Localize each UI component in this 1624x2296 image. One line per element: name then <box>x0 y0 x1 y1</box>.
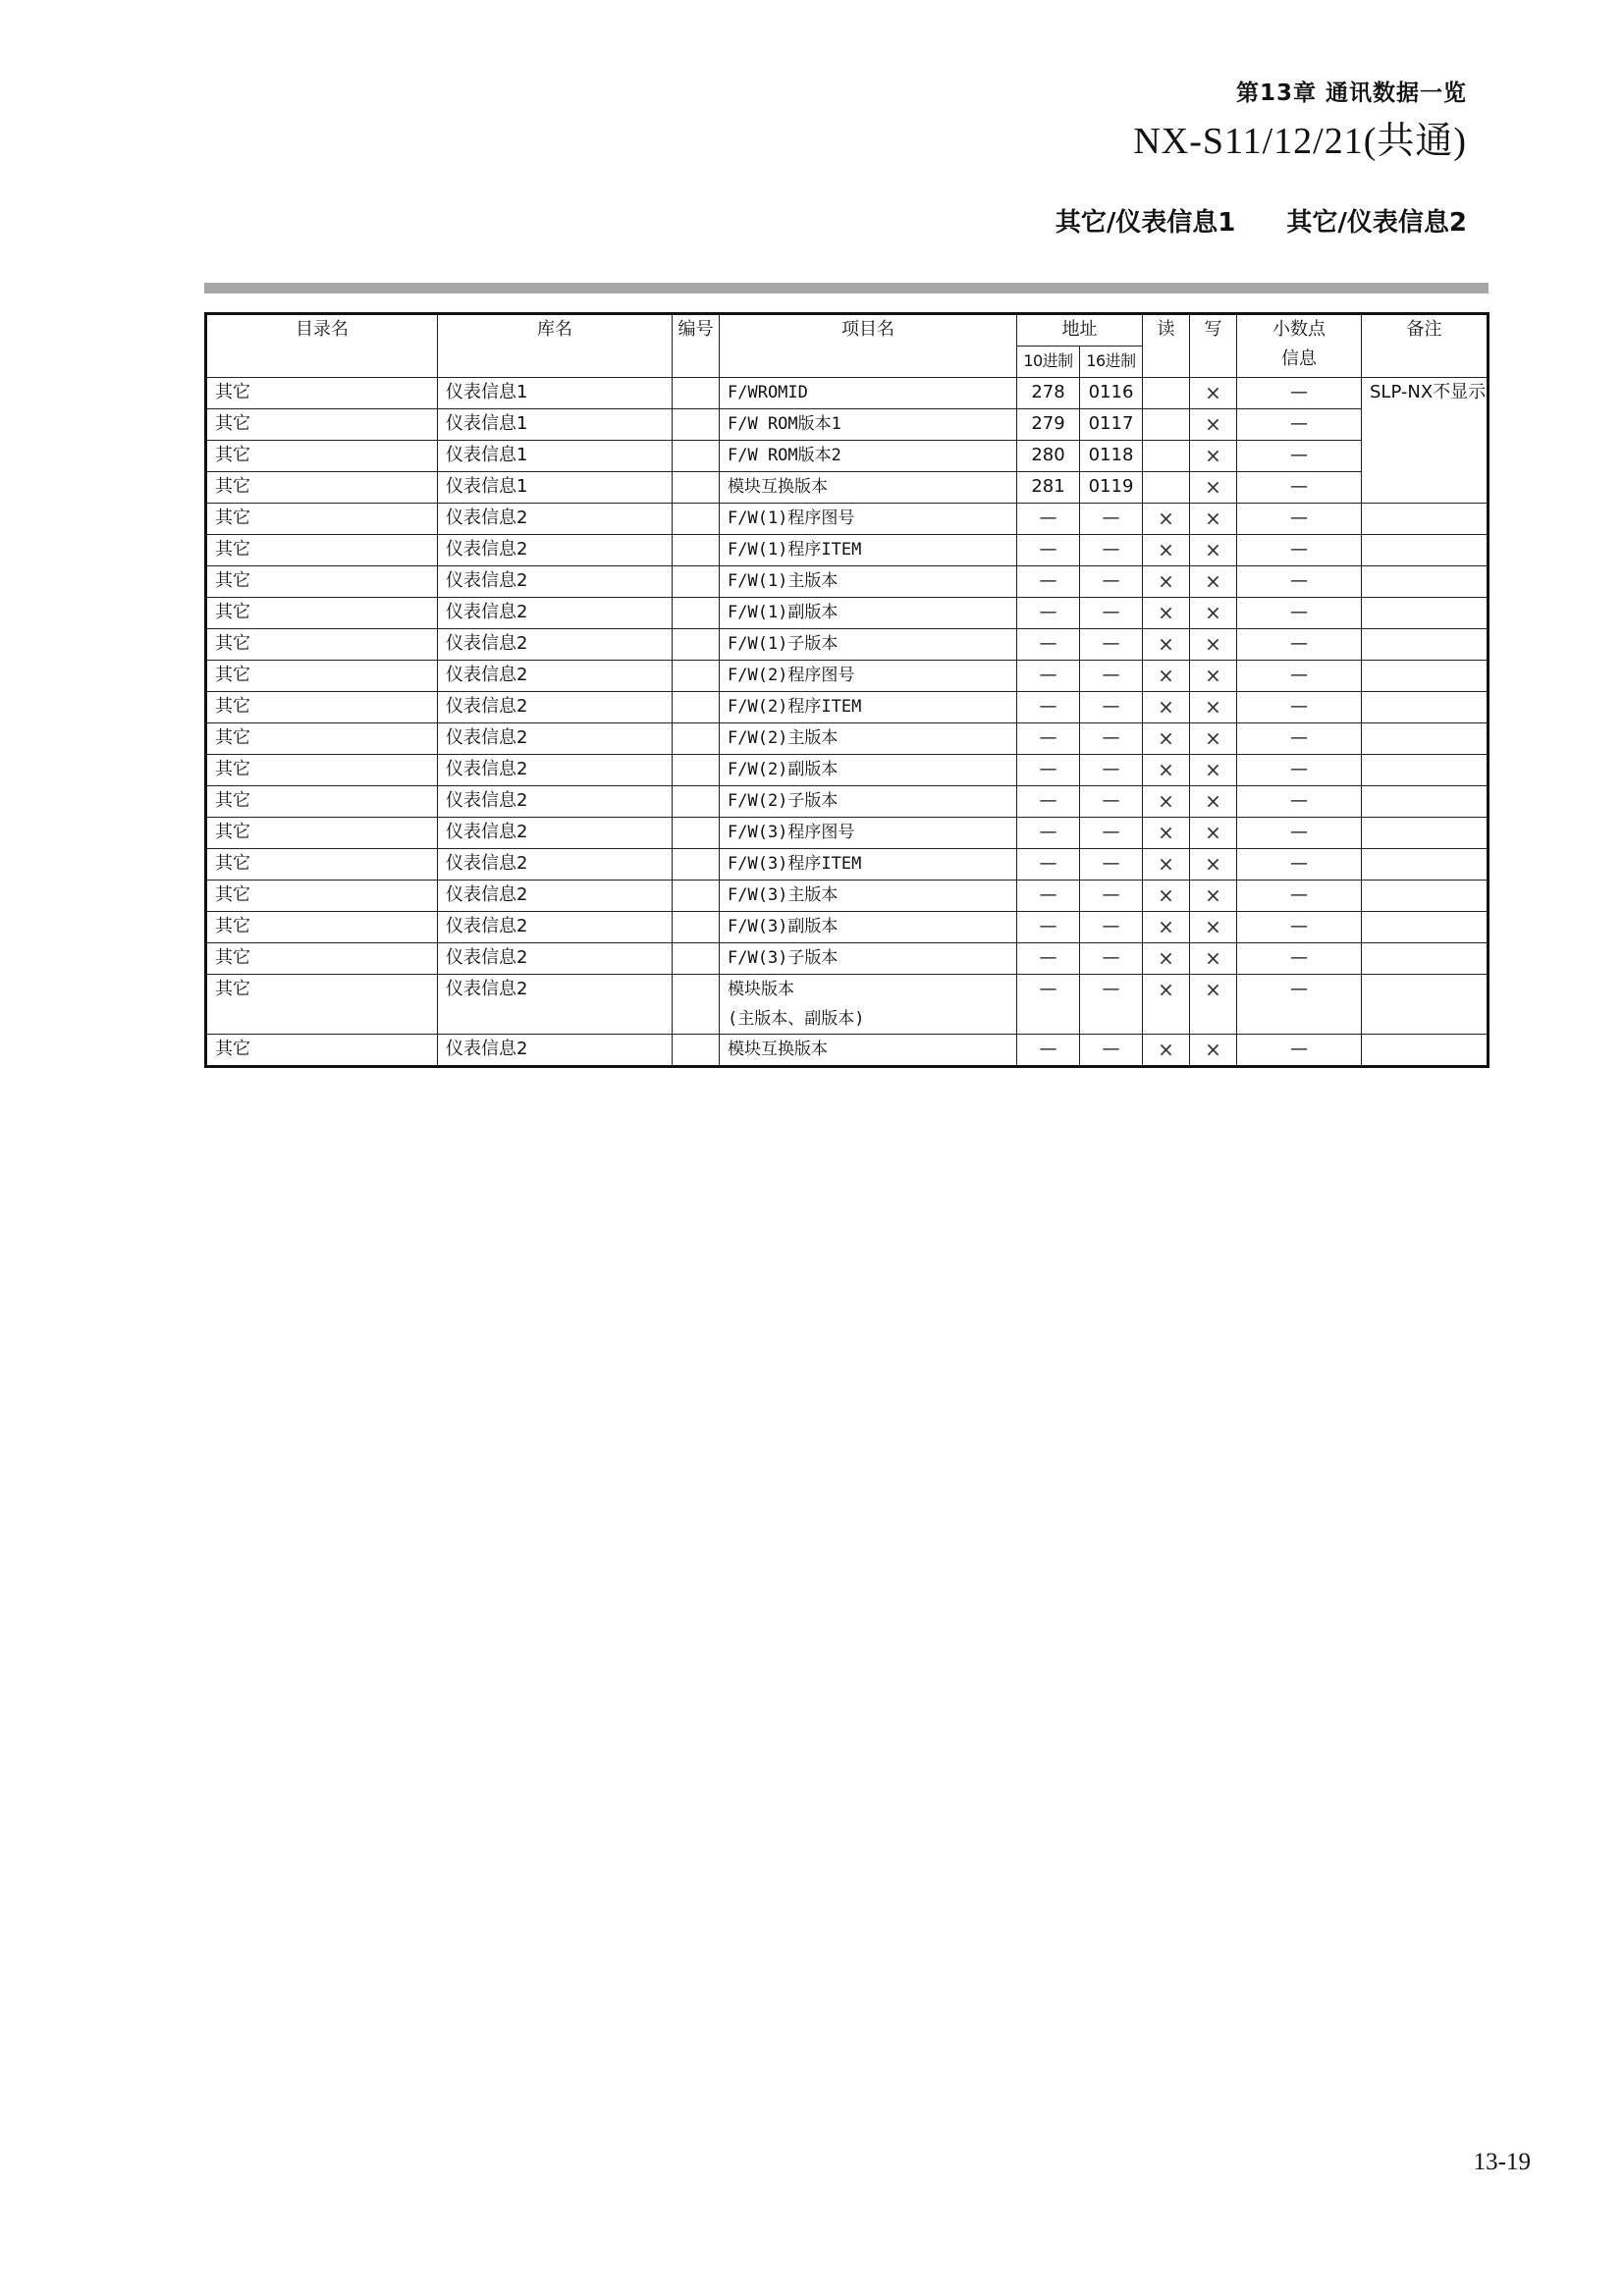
table-row <box>206 943 1489 975</box>
cell-write: × <box>1190 629 1237 661</box>
table-row <box>206 723 1489 755</box>
cell-write: × <box>1190 472 1237 504</box>
cell-decimal: — <box>1237 472 1362 504</box>
cell-read <box>1143 409 1190 441</box>
table-row <box>206 535 1489 566</box>
cell-number <box>673 755 720 786</box>
cell-address-dec: — <box>1017 786 1080 818</box>
cell-address-dec: — <box>1017 849 1080 881</box>
cell-address-dec: — <box>1017 598 1080 629</box>
cell-decimal: — <box>1237 661 1362 692</box>
cell-address-dec: — <box>1017 723 1080 755</box>
cell-number <box>673 409 720 441</box>
cell-write: × <box>1190 409 1237 441</box>
cell-read: × <box>1143 755 1190 786</box>
cell-remark <box>1362 723 1489 755</box>
cell-address-hex: — <box>1080 818 1143 849</box>
cell-address-hex: — <box>1080 598 1143 629</box>
cell-decimal: — <box>1237 629 1362 661</box>
cell-address-hex: — <box>1080 849 1143 881</box>
cell-read: × <box>1143 598 1190 629</box>
cell-read: × <box>1143 849 1190 881</box>
cell-address-hex: 0116 <box>1080 378 1143 409</box>
table-row <box>206 881 1489 912</box>
section-titles <box>1056 202 1467 239</box>
cell-library: 仪表信息2 <box>438 943 673 975</box>
cell-address-hex: — <box>1080 786 1143 818</box>
cell-item: F/W(1)主版本 <box>720 566 1017 598</box>
col-directory-header: 目录名 <box>206 314 438 378</box>
col-read-header: 读 <box>1143 314 1190 378</box>
cell-read: × <box>1143 1035 1190 1067</box>
cell-address-hex: — <box>1080 881 1143 912</box>
cell-address-dec: — <box>1017 881 1080 912</box>
cell-remark <box>1362 629 1489 661</box>
cell-address-hex: — <box>1080 692 1143 723</box>
cell-remark-slp-nx: SLP-NX不显示 <box>1362 378 1489 504</box>
cell-library: 仪表信息1 <box>438 378 673 409</box>
cell-write: × <box>1190 661 1237 692</box>
model-title: NX-S11/12/21(共通) <box>1133 121 1467 162</box>
cell-read: × <box>1143 818 1190 849</box>
cell-item <box>720 975 1017 1035</box>
cell-decimal: — <box>1237 1035 1362 1067</box>
cell-item: F/W(1)程序图号 <box>720 504 1017 535</box>
cell-item: F/W(3)程序ITEM <box>720 849 1017 881</box>
cell-library: 仪表信息2 <box>438 661 673 692</box>
cell-address-hex: — <box>1080 566 1143 598</box>
cell-write: × <box>1190 786 1237 818</box>
cell-write: × <box>1190 818 1237 849</box>
cell-number <box>673 1035 720 1067</box>
cell-directory: 其它 <box>206 723 438 755</box>
cell-address-dec: — <box>1017 975 1080 1035</box>
cell-write: × <box>1190 566 1237 598</box>
cell-remark <box>1362 755 1489 786</box>
col-decimal-header <box>1237 314 1362 378</box>
cell-directory: 其它 <box>206 535 438 566</box>
cell-item: F/W(2)程序图号 <box>720 661 1017 692</box>
cell-number <box>673 975 720 1035</box>
cell-address-hex: 0118 <box>1080 441 1143 472</box>
cell-directory: 其它 <box>206 881 438 912</box>
cell-address-dec: — <box>1017 755 1080 786</box>
table-row <box>206 409 1489 441</box>
cell-item: F/W(2)程序ITEM <box>720 692 1017 723</box>
page-number: 13-19 <box>1473 2149 1531 2175</box>
table-body-group2 <box>206 504 1489 1067</box>
cell-remark <box>1362 975 1489 1035</box>
table-row <box>206 755 1489 786</box>
cell-library: 仪表信息2 <box>438 598 673 629</box>
cell-write: × <box>1190 1035 1237 1067</box>
cell-item-line1: 模块版本 <box>728 980 794 999</box>
cell-decimal: — <box>1237 566 1362 598</box>
cell-library: 仪表信息2 <box>438 723 673 755</box>
cell-directory: 其它 <box>206 818 438 849</box>
cell-directory: 其它 <box>206 378 438 409</box>
cell-number <box>673 818 720 849</box>
cell-write: × <box>1190 692 1237 723</box>
cell-item-line2: (主版本、副版本) <box>728 1009 865 1029</box>
cell-item: F/WROMID <box>720 378 1017 409</box>
cell-number <box>673 378 720 409</box>
cell-directory: 其它 <box>206 598 438 629</box>
cell-library: 仪表信息1 <box>438 441 673 472</box>
cell-decimal: — <box>1237 441 1362 472</box>
cell-remark <box>1362 504 1489 535</box>
col-remarks-header: 备注 <box>1362 314 1489 378</box>
table-row <box>206 912 1489 943</box>
cell-remark <box>1362 535 1489 566</box>
cell-address-dec: — <box>1017 504 1080 535</box>
table-row <box>206 849 1489 881</box>
cell-decimal: — <box>1237 943 1362 975</box>
cell-read <box>1143 472 1190 504</box>
cell-number <box>673 472 720 504</box>
cell-address-hex: — <box>1080 535 1143 566</box>
cell-item: F/W ROM版本1 <box>720 409 1017 441</box>
col-write-header: 写 <box>1190 314 1237 378</box>
cell-address-hex: — <box>1080 755 1143 786</box>
cell-write: × <box>1190 504 1237 535</box>
col-number-header: 编号 <box>673 314 720 378</box>
cell-directory: 其它 <box>206 943 438 975</box>
cell-read: × <box>1143 629 1190 661</box>
cell-remark <box>1362 943 1489 975</box>
cell-write: × <box>1190 441 1237 472</box>
chapter-heading: 第13章 通讯数据一览 <box>1235 80 1467 106</box>
table-body <box>206 378 1489 504</box>
cell-decimal: — <box>1237 535 1362 566</box>
communication-data-table <box>204 312 1489 1068</box>
col-library-header: 库名 <box>438 314 673 378</box>
cell-address-hex: — <box>1080 629 1143 661</box>
cell-write: × <box>1190 723 1237 755</box>
cell-address-hex: — <box>1080 975 1143 1035</box>
cell-number <box>673 849 720 881</box>
cell-number <box>673 566 720 598</box>
cell-directory: 其它 <box>206 692 438 723</box>
cell-address-dec: 281 <box>1017 472 1080 504</box>
cell-number <box>673 598 720 629</box>
cell-read: × <box>1143 661 1190 692</box>
cell-write: × <box>1190 598 1237 629</box>
cell-address-hex: — <box>1080 661 1143 692</box>
table-row <box>206 598 1489 629</box>
cell-library: 仪表信息2 <box>438 535 673 566</box>
cell-item: F/W(1)子版本 <box>720 629 1017 661</box>
col-item-header: 项目名 <box>720 314 1017 378</box>
cell-directory: 其它 <box>206 975 438 1035</box>
cell-number <box>673 912 720 943</box>
cell-decimal: — <box>1237 598 1362 629</box>
section-title-2: 其它/仪表信息2 <box>1286 208 1467 238</box>
cell-address-hex: — <box>1080 943 1143 975</box>
col-decimal-header-line2: 信息 <box>1281 348 1317 369</box>
cell-remark <box>1362 1035 1489 1067</box>
col-address-header: 地址 <box>1017 314 1143 347</box>
cell-read: × <box>1143 723 1190 755</box>
cell-library: 仪表信息2 <box>438 629 673 661</box>
cell-directory: 其它 <box>206 661 438 692</box>
cell-decimal: — <box>1237 786 1362 818</box>
cell-number <box>673 661 720 692</box>
cell-address-hex: 0117 <box>1080 409 1143 441</box>
table-row <box>206 661 1489 692</box>
cell-read: × <box>1143 975 1190 1035</box>
cell-directory: 其它 <box>206 504 438 535</box>
cell-library: 仪表信息2 <box>438 566 673 598</box>
cell-read: × <box>1143 504 1190 535</box>
cell-library: 仪表信息2 <box>438 786 673 818</box>
cell-address-hex: — <box>1080 723 1143 755</box>
cell-item: F/W(1)副版本 <box>720 598 1017 629</box>
cell-item: F/W(3)子版本 <box>720 943 1017 975</box>
cell-library: 仪表信息2 <box>438 818 673 849</box>
cell-address-hex: — <box>1080 1035 1143 1067</box>
cell-read: × <box>1143 881 1190 912</box>
cell-decimal: — <box>1237 818 1362 849</box>
cell-write: × <box>1190 912 1237 943</box>
cell-write: × <box>1190 378 1237 409</box>
cell-directory: 其它 <box>206 409 438 441</box>
col-address-hex-header: 16进制 <box>1080 347 1143 378</box>
cell-number <box>673 881 720 912</box>
cell-address-dec: — <box>1017 692 1080 723</box>
cell-remark <box>1362 661 1489 692</box>
cell-write: × <box>1190 975 1237 1035</box>
cell-directory: 其它 <box>206 1035 438 1067</box>
cell-remark <box>1362 692 1489 723</box>
cell-address-hex: — <box>1080 504 1143 535</box>
cell-write: × <box>1190 881 1237 912</box>
cell-decimal: — <box>1237 409 1362 441</box>
table-row <box>206 504 1489 535</box>
cell-remark <box>1362 912 1489 943</box>
cell-remark <box>1362 786 1489 818</box>
cell-address-dec: 279 <box>1017 409 1080 441</box>
cell-read: × <box>1143 786 1190 818</box>
cell-decimal: — <box>1237 692 1362 723</box>
cell-library: 仪表信息1 <box>438 409 673 441</box>
cell-directory: 其它 <box>206 629 438 661</box>
cell-directory: 其它 <box>206 472 438 504</box>
cell-number <box>673 786 720 818</box>
cell-number <box>673 504 720 535</box>
cell-library: 仪表信息2 <box>438 1035 673 1067</box>
header-rule-bar <box>204 283 1489 294</box>
cell-number <box>673 629 720 661</box>
table-row <box>206 786 1489 818</box>
cell-remark <box>1362 881 1489 912</box>
cell-read <box>1143 441 1190 472</box>
cell-number <box>673 441 720 472</box>
cell-decimal: — <box>1237 755 1362 786</box>
cell-library: 仪表信息2 <box>438 692 673 723</box>
cell-number <box>673 692 720 723</box>
cell-item: F/W(2)副版本 <box>720 755 1017 786</box>
table-row <box>206 692 1489 723</box>
cell-read: × <box>1143 912 1190 943</box>
cell-decimal: — <box>1237 504 1362 535</box>
cell-item: F/W(2)子版本 <box>720 786 1017 818</box>
cell-address-dec: — <box>1017 661 1080 692</box>
cell-item: 模块互换版本 <box>720 1035 1017 1067</box>
cell-directory: 其它 <box>206 849 438 881</box>
cell-write: × <box>1190 535 1237 566</box>
section-title-1: 其它/仪表信息1 <box>1055 208 1236 238</box>
table-row <box>206 975 1489 1035</box>
cell-decimal: — <box>1237 975 1362 1035</box>
cell-library: 仪表信息2 <box>438 912 673 943</box>
cell-decimal: — <box>1237 849 1362 881</box>
table-header <box>206 314 1489 378</box>
cell-read: × <box>1143 535 1190 566</box>
cell-write: × <box>1190 849 1237 881</box>
cell-directory: 其它 <box>206 441 438 472</box>
cell-directory: 其它 <box>206 755 438 786</box>
cell-remark <box>1362 566 1489 598</box>
cell-decimal: — <box>1237 912 1362 943</box>
cell-address-hex: 0119 <box>1080 472 1143 504</box>
cell-read: × <box>1143 943 1190 975</box>
table-row <box>206 378 1489 409</box>
table-row <box>206 629 1489 661</box>
col-decimal-header-line1: 小数点 <box>1272 319 1326 340</box>
cell-item: F/W(3)副版本 <box>720 912 1017 943</box>
cell-remark <box>1362 849 1489 881</box>
cell-library: 仪表信息2 <box>438 975 673 1035</box>
cell-remark <box>1362 598 1489 629</box>
cell-address-dec: — <box>1017 566 1080 598</box>
cell-read <box>1143 378 1190 409</box>
cell-read: × <box>1143 566 1190 598</box>
cell-decimal: — <box>1237 881 1362 912</box>
cell-address-dec: — <box>1017 535 1080 566</box>
cell-number <box>673 723 720 755</box>
cell-item: 模块互换版本 <box>720 472 1017 504</box>
cell-number <box>673 535 720 566</box>
table-row <box>206 472 1489 504</box>
cell-item: F/W(2)主版本 <box>720 723 1017 755</box>
cell-address-hex: — <box>1080 912 1143 943</box>
cell-number <box>673 943 720 975</box>
cell-write: × <box>1190 943 1237 975</box>
cell-address-dec: — <box>1017 943 1080 975</box>
cell-write: × <box>1190 755 1237 786</box>
cell-library: 仪表信息2 <box>438 755 673 786</box>
cell-item: F/W(1)程序ITEM <box>720 535 1017 566</box>
cell-directory: 其它 <box>206 786 438 818</box>
cell-address-dec: 280 <box>1017 441 1080 472</box>
cell-address-dec: — <box>1017 1035 1080 1067</box>
cell-library: 仪表信息2 <box>438 504 673 535</box>
cell-decimal: — <box>1237 723 1362 755</box>
cell-address-dec: — <box>1017 818 1080 849</box>
table-row <box>206 818 1489 849</box>
cell-item: F/W ROM版本2 <box>720 441 1017 472</box>
cell-decimal: — <box>1237 378 1362 409</box>
cell-item: F/W(3)主版本 <box>720 881 1017 912</box>
table-row <box>206 566 1489 598</box>
cell-item: F/W(3)程序图号 <box>720 818 1017 849</box>
cell-read: × <box>1143 692 1190 723</box>
cell-directory: 其它 <box>206 566 438 598</box>
cell-address-dec: — <box>1017 629 1080 661</box>
cell-address-dec: 278 <box>1017 378 1080 409</box>
cell-library: 仪表信息2 <box>438 849 673 881</box>
table-row <box>206 1035 1489 1067</box>
cell-address-dec: — <box>1017 912 1080 943</box>
cell-directory: 其它 <box>206 912 438 943</box>
col-address-dec-header: 10进制 <box>1017 347 1080 378</box>
cell-remark <box>1362 818 1489 849</box>
cell-library: 仪表信息2 <box>438 881 673 912</box>
table-row <box>206 441 1489 472</box>
cell-library: 仪表信息1 <box>438 472 673 504</box>
